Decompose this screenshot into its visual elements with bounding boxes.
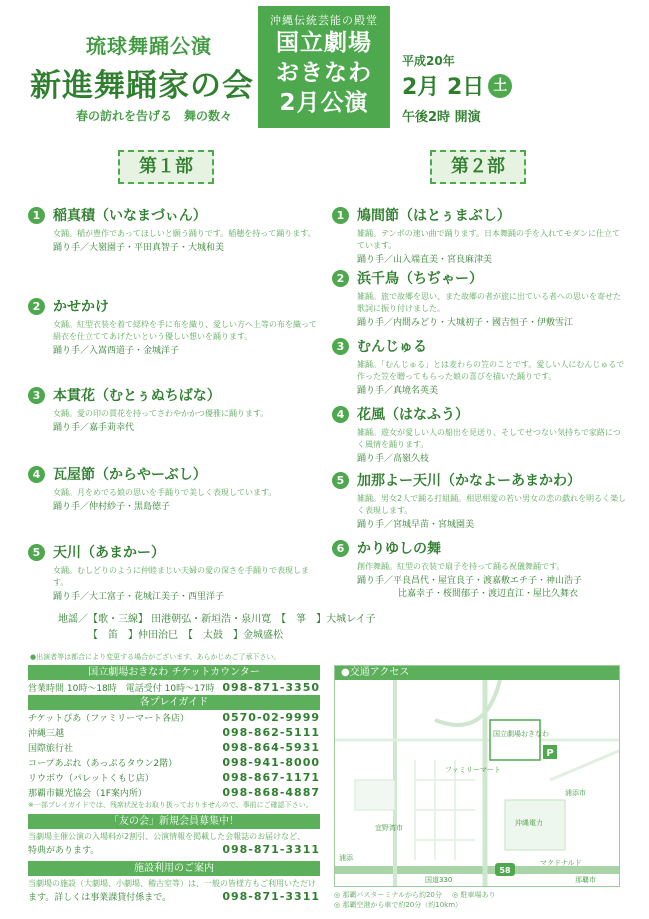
playguide-tel[interactable]: 098-867-1171 xyxy=(222,771,320,784)
item-title: 天川（あまかー） xyxy=(53,545,165,561)
item-number: 2 xyxy=(332,270,349,287)
item-title: 加那よー天川（かなよーあまかわ） xyxy=(357,473,581,489)
route-58-label: 58 xyxy=(499,866,511,875)
map-label: 浦添市 xyxy=(565,789,586,797)
playguide-tel[interactable]: 098-864-5931 xyxy=(222,741,320,754)
event-era: 平成20年 xyxy=(402,54,455,68)
playguide-tel[interactable]: 098-941-8000 xyxy=(222,756,320,769)
item-title: かりゆしの舞 xyxy=(357,541,441,557)
item-dancers: 踊り手／内間みどり・大城初子・國吉恒子・伊敷雪江 xyxy=(357,318,574,328)
playguide-row xyxy=(28,770,320,785)
playguide-name: 那覇市観光協会（1F案内所） xyxy=(28,789,147,799)
item-dancers: 踊り手／真境名英美 xyxy=(357,386,439,396)
friends-text-2: 特典があります。 xyxy=(28,846,100,856)
playguide-row xyxy=(28,710,320,725)
item-number: 1 xyxy=(28,207,45,224)
theatre-badge xyxy=(258,6,390,128)
item-title: 本貫花（むとぅぬちばな） xyxy=(53,388,221,404)
map-note-1: ◎ 那覇バスターミナルから約20分 xyxy=(334,891,442,899)
map-label: 国道330 xyxy=(425,876,453,884)
musicians xyxy=(58,612,376,644)
map-label: ファミリーマート xyxy=(445,766,501,774)
item-description: 女踊。紅型衣装を着て綛枠を手に布を織り、愛しい方へ上等の布を織って絹衣を仕立ててあげたいという優しい想いを踊ります。 xyxy=(53,320,317,341)
item-title: かせかけ xyxy=(53,299,109,315)
playguide-name: 国際旅行社 xyxy=(28,744,74,754)
counter-row xyxy=(28,680,320,695)
item-number: 2 xyxy=(28,298,45,315)
item-description: 雑踊。旅で故郷を思い、また故郷の者が旅に出ている者への思いを寄せた歌詞に振り付けました。 xyxy=(357,292,621,313)
badge-line-2: おきなわ xyxy=(276,60,372,86)
friends-bar: 「友の会」新規会員募集中！ xyxy=(28,814,320,829)
program-item xyxy=(28,296,318,358)
friends-text: 当劇場主催公演の入場料が2割引、公演情報を掲載した会報誌のお届けなど、 xyxy=(28,832,306,841)
item-number: 1 xyxy=(332,207,349,224)
map-drawing xyxy=(335,680,620,887)
item-number: 4 xyxy=(28,466,45,483)
ticket-info xyxy=(28,665,320,904)
map-heading: ●交通アクセス xyxy=(335,666,619,680)
item-description: 雑踊。遊女が愛しい人の船出を見送り、そしてせつない気持ちで家路につく風情を踊ります。 xyxy=(357,428,621,449)
item-title: 花風（はなふう） xyxy=(357,407,469,423)
playguide-row xyxy=(28,785,320,800)
item-title: 浜千鳥（ちぢゃー） xyxy=(357,271,483,287)
program-item xyxy=(28,464,318,514)
counter-tel[interactable]: 098-871-3350 xyxy=(222,681,320,694)
item-description: 雑踊。テンポの速い曲で踊ります。日本舞踊の手を入れてモダンに仕立てています。 xyxy=(357,229,621,250)
event-time: 午後2時 開演 xyxy=(402,110,481,125)
cast-change-notice: ●出演者等は都合により変更する場合がございます。あらかじめご了承下さい。 xyxy=(30,653,281,661)
badge-caption: 沖縄伝統芸能の殿堂 xyxy=(270,14,378,27)
header xyxy=(0,0,649,135)
event-date-text: 2月 2日 xyxy=(402,75,485,100)
item-dancers: 踊り手／大嶺園子・平田真智子・大城和美 xyxy=(53,243,225,253)
playguide-bar: 各プレイガイド xyxy=(28,695,320,710)
map-label: 沖縄電力 xyxy=(515,819,543,827)
item-title: 鳩間節（はとぅまぶし） xyxy=(357,208,511,224)
item-description: 女踊。愛の印の貫花を持ってさわやかかつ優雅に踊ります。 xyxy=(53,409,269,418)
program-item xyxy=(332,538,628,601)
item-dancers: 踊り手／嘉手苅幸代 xyxy=(53,423,135,433)
ticket-counter-bar: 国立劇場おきなわ チケットカウンター xyxy=(28,665,320,680)
part-2-heading: 第２部 xyxy=(430,150,526,184)
playguide-row xyxy=(28,725,320,740)
item-description: 雑踊。「むんじゅる」とは麦わらの笠のことです。愛しい人にむんじゅるで作った笠を贈ってもらった娘の喜びを描いた踊りです。 xyxy=(357,360,625,381)
item-dancers: 踊り手／入嵩西道子・金城洋子 xyxy=(53,346,180,356)
item-number: 5 xyxy=(28,544,45,561)
map-note-2: ◎ 那覇空港から車で約20分（約10km） xyxy=(334,901,463,909)
item-dancers-cont: 比嘉幸子・桜間郁子・渡辺直江・屋比久舞衣 xyxy=(398,589,579,599)
map-theatre-label: 国立劇場おきなわ xyxy=(493,730,549,738)
item-number: 6 xyxy=(332,540,349,557)
item-description: 雑踊。男女2人で踊る打組踊。相思相愛の若い男女の恋の戯れを明るく楽しく表現します。 xyxy=(357,494,627,515)
item-number: 3 xyxy=(332,338,349,355)
item-description: 創作舞踊。紅型の衣装で扇子を持って踊る祝儀舞踊です。 xyxy=(357,562,565,571)
item-number: 3 xyxy=(28,387,45,404)
program-item xyxy=(28,542,318,604)
playguide-row xyxy=(28,755,320,770)
playguide-name: チケットぴあ（ファミリーマート各店） xyxy=(28,714,190,724)
facility-text-2: ます。詳しくは事業課貸付係まで。 xyxy=(28,893,172,903)
map-notes xyxy=(334,890,495,910)
counter-hours: 営業時間 10時〜18時 電話受付 10時〜17時 xyxy=(28,684,215,694)
event-date xyxy=(402,70,512,101)
program-item xyxy=(28,385,318,435)
event-title: 新進舞踊家の会 xyxy=(30,68,254,104)
svg-text:P: P xyxy=(546,748,554,759)
map-note-3: ◎ 駐車場あり xyxy=(452,891,496,899)
playguide-name: 沖縄三越 xyxy=(28,729,65,739)
friends-tel[interactable]: 098-871-3311 xyxy=(222,843,320,856)
map-label: 浦添 xyxy=(339,854,353,862)
program-item xyxy=(332,404,628,466)
item-dancers: 踊り手／平良昌代・屋宜良子・渡嘉敷エチ子・神山浩子 xyxy=(357,576,583,586)
program-item xyxy=(332,205,628,267)
item-description: 女踊。むしどりのように仲睦まじい夫婦の愛の深さを手踊りで表現します。 xyxy=(53,566,309,587)
map-label: 宜野湾市 xyxy=(375,824,403,832)
event-tagline: 春の訪れを告げる 舞の数々 xyxy=(76,109,233,123)
item-description: 女踊。月をめでる娘の思いを手踊りで美しく表現しています。 xyxy=(53,488,277,497)
playguide-tel[interactable]: 098-862-5111 xyxy=(222,726,320,739)
program-item xyxy=(332,336,628,398)
theatre-marker xyxy=(490,720,540,760)
item-title: むんじゅる xyxy=(357,339,427,355)
playguide-tel[interactable]: 098-868-4887 xyxy=(222,786,320,799)
friends-row xyxy=(28,842,320,857)
facility-text: 当劇場の施設（大劇場、小劇場、稽古室等）は、一般の皆様方もご利用いただけ xyxy=(28,879,316,888)
musicians-line-1: 地謡／【歌・三線】 田港朝弘・新垣浩・泉川寛 【 箏 】大城レイ子 xyxy=(58,614,376,625)
playguide-name: リウボウ（パレットくもじ店） xyxy=(28,774,154,784)
item-title: 瓦屋節（からやーぶし） xyxy=(53,467,207,483)
playguide-name: コープあぷれ（あっぷるタウン2階） xyxy=(28,759,178,769)
map-label: マクドナルド xyxy=(540,859,582,867)
playguide-row xyxy=(28,740,320,755)
part-1-heading: 第１部 xyxy=(118,150,214,184)
item-dancers: 踊り手／山入端直美・宮良麻津美 xyxy=(357,255,493,265)
facility-bar: 施設利用のご案内 xyxy=(28,861,320,876)
item-dancers: 踊り手／大工富子・花城江美子・西里洋子 xyxy=(53,592,225,602)
event-subtitle: 琉球舞踊公演 xyxy=(86,34,212,58)
weekday-badge: 土 xyxy=(488,74,512,98)
item-description: 女踊。稲が豊作であってほしいと願う踊りです。稲穂を持って踊ります。 xyxy=(53,229,316,238)
item-number: 4 xyxy=(332,406,349,423)
program-item xyxy=(28,205,318,255)
musicians-line-2: 【 笛 】仲田治巳 【 太鼓 】金城盛松 xyxy=(88,630,283,641)
facility-tel[interactable]: 098-871-3311 xyxy=(222,890,320,903)
item-title: 稲真積（いなまづぃん） xyxy=(53,208,207,224)
item-dancers: 踊り手／宮城早苗・宮城園美 xyxy=(357,520,475,530)
item-dancers: 踊り手／仲村紗子・黒島徳子 xyxy=(53,502,171,512)
facility-row xyxy=(28,889,320,904)
access-map xyxy=(334,665,620,887)
map-label: 那覇市 xyxy=(575,876,596,884)
item-number: 5 xyxy=(332,472,349,489)
playguide-tel[interactable]: 0570-02-9999 xyxy=(222,711,320,724)
program-item xyxy=(332,470,628,532)
item-dancers: 踊り手／高嶺久枝 xyxy=(357,454,430,464)
badge-line-3: 2月公演 xyxy=(279,90,369,116)
program-item xyxy=(332,268,628,330)
playguide-note: ※一部プレイガイドでは、残席状況をお取り扱っておりませんので、事前にご確認下さい。 xyxy=(28,801,313,809)
badge-line-1: 国立劇場 xyxy=(276,30,372,56)
